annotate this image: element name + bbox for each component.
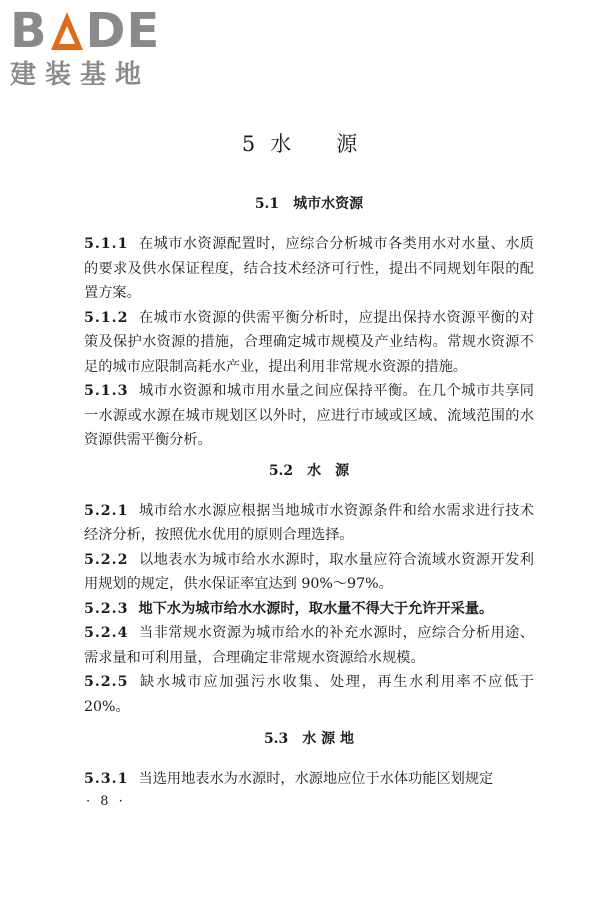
chapter-title-part-1: 水 [270,132,293,156]
clause-paragraph [84,232,534,306]
section-heading [84,729,534,749]
clause-paragraph [84,621,534,670]
logo-brand-en [10,3,180,59]
section-title: 城市水资源 [293,196,364,212]
clause-text: 以地表水为城市给水水源时，取水量应符合流域水资源开发利用规划的规定，供水保证率宜达到 90%～97%。 [84,551,534,592]
clause-text: 地下水为城市给水水源时，取水量不得大于允许开采量。 [138,600,494,617]
section-number: 5.1 [254,196,280,212]
section-number: 5.2 [268,462,294,479]
chapter-number: 5 [241,132,257,156]
clause-paragraph-mandatory [84,597,534,622]
logo-letter-b: B [10,3,48,59]
clause-paragraph [84,499,534,548]
clause-text: 在城市水资源配置时，应综合分析城市各类用水对水量、水质的要求及供水保证程度，结合技术经济可行性，提出不同规划年限的配置方案。 [84,236,534,301]
clause-number: 5.2.1 [84,502,129,519]
section-title: 水 源 地 [302,731,355,747]
chapter-title-part-2: 源 [336,132,359,156]
section-number: 5.3 [263,731,289,747]
clause-number: 5.2.3 [84,600,129,617]
section-title: 水 源 [307,462,350,479]
clause-paragraph [84,379,534,453]
clause-text: 当非常规水资源为城市给水的补充水源时，应综合分析用途、需求量和可利用量，合理确定非常规水资源给水规模。 [84,625,534,666]
clause-paragraph [84,767,534,792]
logo-brand-cn: 建装基地 [10,60,151,90]
clause-text: 在城市水资源的供需平衡分析时，应提出保持水资源平衡的对策及保护水资源的措施，合理确定城市规模及产业结构。常规水资源不足的城市应限制高耗水产业，提出利用非常规水资源的措施。 [84,309,534,375]
section-heading [84,461,534,481]
clause-number: 5.3.1 [84,771,129,787]
clause-text: 城市给水水源应根据当地城市水资源条件和给水需求进行技术经济分析，按照优水优用的原则合理选择。 [84,502,534,543]
clause-text: 城市水资源和城市用水量之间应保持平衡。在几个城市共享同一水源或水源在城市规划区以外时，应进行市域或区域、流域范围的水资源供需平衡分析。 [84,383,534,448]
clause-number: 5.1.1 [84,236,129,252]
clause-number: 5.2.4 [84,625,129,641]
clause-number: 5.1.2 [84,309,129,326]
clause-number: 5.2.2 [84,551,129,568]
clause-paragraph [84,306,534,380]
logo-letters-de: DE [85,3,161,59]
document-body [84,194,534,792]
clause-paragraph [84,670,534,719]
clause-paragraph [84,548,534,597]
logo-a-triangle-icon [49,10,85,52]
section-heading [84,194,534,214]
clause-text: 缺水城市应加强污水收集、处理，再生水利用率不应低于 20%。 [84,674,534,715]
chapter-title [0,128,600,158]
clause-number: 5.2.5 [84,674,129,690]
clause-number: 5.1.3 [84,383,129,399]
page-number: · 8 · [86,794,126,809]
bade-logo [10,3,180,92]
clause-text: 当选用地表水为水源时，水源地应位于水体功能区划规定 [138,771,494,787]
